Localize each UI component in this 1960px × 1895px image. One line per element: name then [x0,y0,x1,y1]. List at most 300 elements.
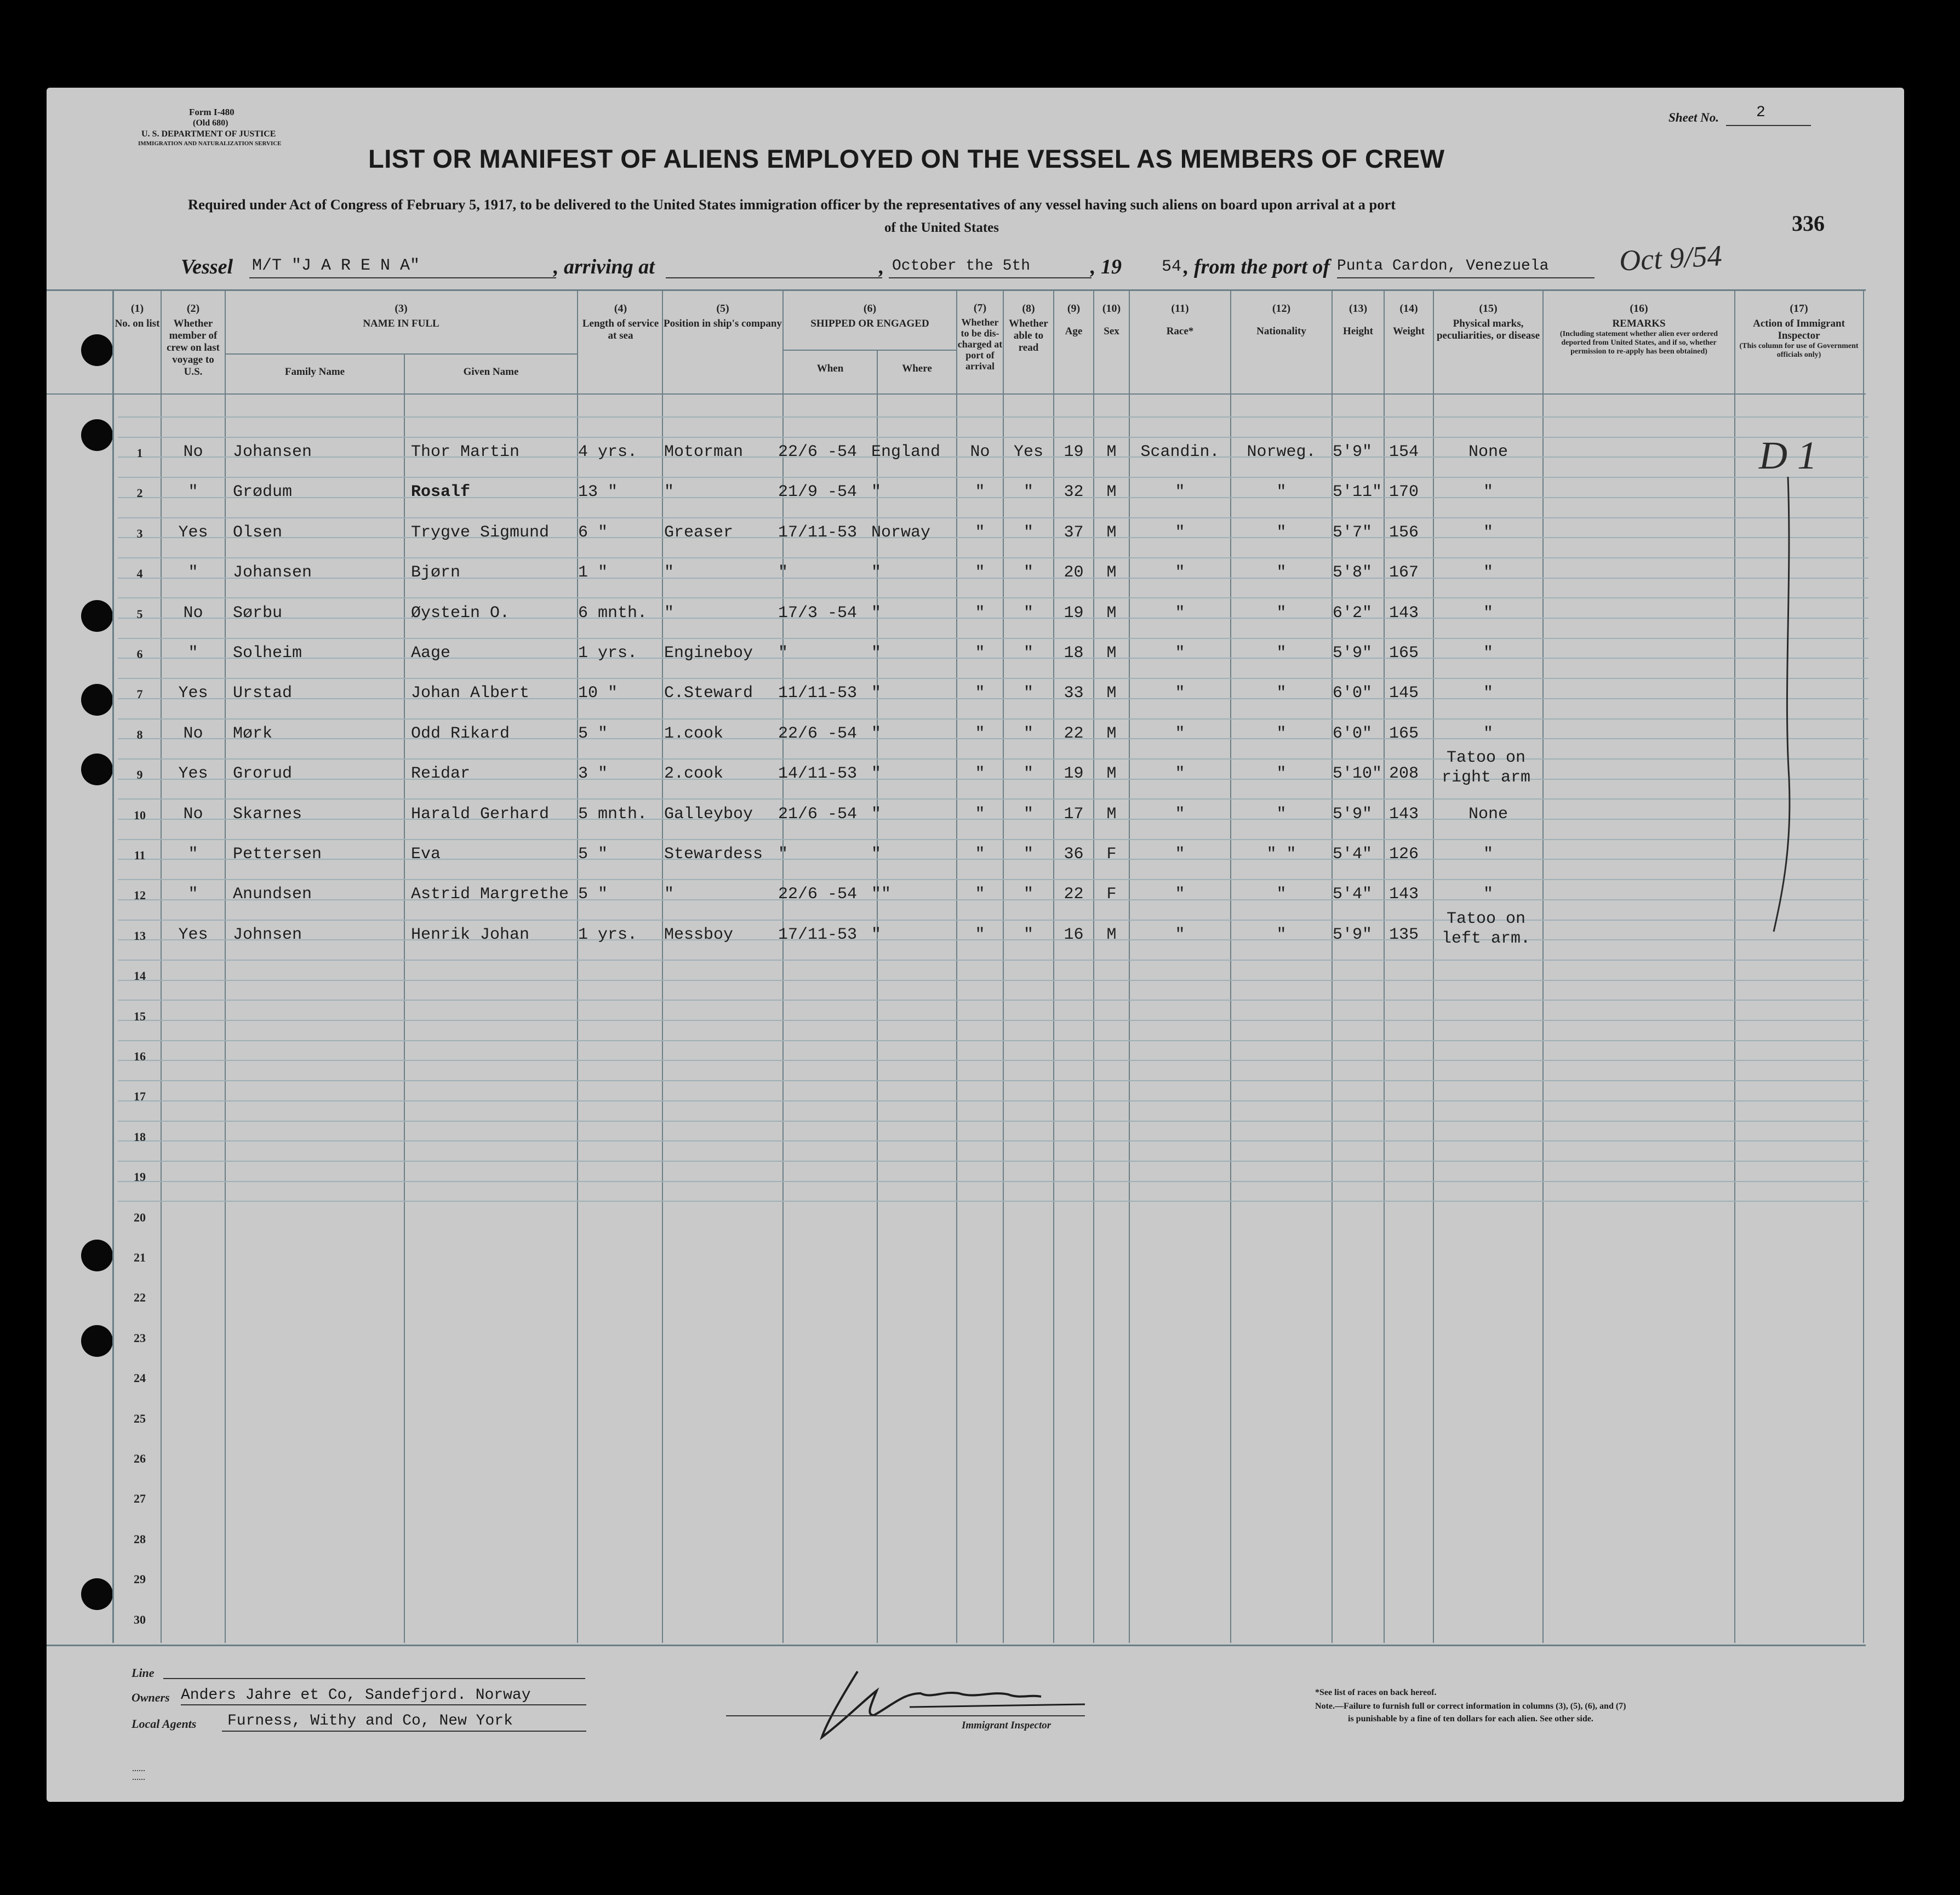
cell-age: 22 [1064,724,1084,743]
owners-label: Owners [132,1691,170,1704]
column-rule [877,351,878,1643]
cell-sex: M [1106,804,1117,824]
row-number: 7 [136,687,143,701]
col-header-discharged: (7) Whether to be dis-charged at port of arrival [957,302,1003,372]
cell-read: " [1023,724,1033,743]
cell-given: Eva [411,845,441,864]
row-number: 25 [134,1411,146,1425]
cell-height: 5'7" [1333,523,1373,542]
cell-read: " [1023,764,1033,784]
local-agents-value: Furness, Withy and Co, New York [227,1713,513,1730]
cell-height: 5'9" [1333,644,1373,663]
column-rule [1384,290,1385,1643]
row-number: 17 [134,1089,146,1104]
cell-service: 5 mnth. [578,804,648,824]
cell-marks: " [1483,845,1493,864]
cell-height: 5'4" [1333,885,1373,904]
column-rule [225,290,226,1643]
cell-read: " [1023,563,1033,583]
line-rule [163,1678,585,1679]
cell-race: " [1175,885,1185,904]
cell-nat: " [1276,603,1287,623]
races-note: *See list of races on back hereof. [1315,1688,1437,1697]
row-number: 4 [136,567,143,581]
page-number: 336 [1792,211,1825,236]
cell-height: 6'2" [1333,603,1373,623]
arrival-year: 54 [1162,258,1182,276]
ruled-line [118,980,1868,981]
col-header-read: (8) Whether able to read [1009,302,1048,353]
cell-race: " [1175,684,1185,703]
cell-last: Yes [178,523,208,542]
ruled-line [118,678,1868,679]
col-header-given-name: Given Name [463,366,519,378]
ruled-line [118,718,1868,720]
form-number: Form I-480 [189,107,235,117]
cell-when: 14/11-53 [778,764,858,784]
owners-value: Anders Jahre et Co, Sandefjord. Norway [181,1687,531,1704]
cell-age: 19 [1064,764,1084,784]
line-label: Line [132,1666,155,1680]
cell-disch: " [975,925,985,944]
cell-given: Rosalf [411,483,471,502]
cell-position: Messboy [664,925,734,944]
cell-read: " [1023,804,1033,824]
cell-last: " [188,885,198,904]
row-number: 27 [134,1492,146,1506]
row-number: 24 [134,1371,146,1385]
cell-weight: 135 [1389,925,1419,944]
cell-sex: F [1106,885,1117,904]
cell-family: Johansen [233,563,312,583]
row-number: 21 [134,1251,146,1264]
row-number: 28 [134,1532,146,1546]
cell-when: 22/6 -54 [778,724,858,743]
col-header-physical-marks: (15) Physical marks, peculiarities, or disease [1436,302,1540,341]
departure-port-line [1337,277,1595,278]
col-header-sex: (10) Sex [1102,302,1121,337]
cell-service: 4 yrs. [578,443,638,461]
cell-sex: M [1106,724,1117,743]
cell-height: 5'10" [1333,764,1382,784]
cell-family: Urstad [233,684,293,703]
row-number: 9 [136,768,143,782]
col-header-height: (13) Height [1343,302,1373,337]
cell-nat: " [1276,804,1287,824]
cell-position: Stewardess [664,845,763,864]
cell-family: Grorud [233,764,293,784]
cell-nat: " [1276,483,1287,502]
arrival-date-line [889,277,1092,278]
cell-position: Greaser [664,523,734,542]
cell-disch: " [975,885,985,904]
ruled-line [118,1201,1868,1202]
cell-given: Aage [411,644,451,663]
shipped-subheader-rule [782,350,956,351]
col-header-where: Where [902,363,932,374]
column-rule [662,290,663,1643]
cell-read: " [1023,644,1033,663]
form-old-number: (Old 680) [193,118,228,128]
row-number: 2 [136,486,143,500]
cell-weight: 143 [1389,804,1419,824]
cell-last: Yes [178,925,208,944]
owners-rule [181,1704,586,1705]
ruled-line [118,1161,1868,1162]
vessel-label: Vessel [181,255,233,278]
row-number: 30 [134,1612,146,1626]
cell-family: Pettersen [233,845,322,864]
cell-disch: " [975,804,985,824]
col-header-last-voyage: (2) Whether member of crew on last voyage to U.S. [167,302,220,378]
cell-position: " [664,885,675,904]
cell-family: Skarnes [233,804,302,824]
cell-race: " [1175,925,1185,944]
cell-height: 5'9" [1333,443,1373,461]
cell-position: 2.cook [664,764,724,784]
cell-last: " [188,563,198,583]
row-number: 5 [136,607,143,621]
row-number: 26 [134,1452,146,1465]
cell-nat: " [1276,925,1287,944]
col-header-position: (5) Position in ship's company [664,302,782,329]
ruled-line [118,920,1868,921]
cell-where: " [871,644,882,663]
row-number: 13 [134,928,146,943]
ruled-line [118,557,1868,558]
cell-position: 1.cook [664,724,724,743]
cell-given: Øystein O. [411,603,510,623]
cell-service: 3 " [578,764,608,784]
cell-last: No [183,443,203,461]
cell-when: 22/6 -54 [778,885,858,904]
cell-disch: " [975,764,985,784]
ruled-line [118,437,1868,438]
cell-marks: " [1483,885,1493,904]
cell-height: 5'8" [1333,563,1373,583]
col-header-nationality: (12) Nationality [1256,302,1306,337]
cell-age: 17 [1064,804,1084,824]
ruled-line [118,1100,1868,1101]
row-number: 18 [134,1129,146,1144]
cell-weight: 156 [1389,523,1419,542]
cell-read: " [1023,885,1033,904]
row-number: 15 [134,1009,146,1023]
cell-disch: " [975,724,985,743]
cell-family: Sørbu [233,603,283,623]
col-header-remarks: (16) REMARKS (Including statement whether alien ever ordered deported from United States, and if so, whether permission to re-apply has been obtained) [1559,302,1718,356]
cell-marks: " [1483,684,1493,703]
handwritten-date-stamp: Oct 9/54 [1618,239,1723,277]
cell-sex: M [1106,603,1117,623]
ruled-line [118,960,1868,961]
row-number: 14 [134,969,146,983]
cell-when: 21/6 -54 [778,804,858,824]
cell-when: " [778,845,788,864]
cell-read: Yes [1013,443,1043,461]
cell-last: No [183,804,203,824]
cell-disch: " [975,684,985,703]
row-number: 8 [136,727,143,741]
cell-race: " [1175,764,1185,784]
cell-nat: " [1276,523,1287,542]
ruled-line [118,477,1868,478]
cell-height: 5'4" [1333,845,1373,864]
cell-weight: 170 [1389,483,1419,502]
department-name: U. S. DEPARTMENT OF JUSTICE [141,129,276,139]
cell-weight: 143 [1389,603,1419,623]
cell-sex: M [1106,684,1117,703]
date-comma: , [879,255,884,278]
sheet-number: 2 [1756,104,1765,121]
cell-sex: M [1106,925,1117,944]
cell-last: No [183,724,203,743]
immigrant-inspector-label: Immigrant Inspector [962,1720,1052,1731]
cell-height: 6'0" [1333,684,1373,703]
cell-where: " [871,925,882,944]
cell-given: Trygve Sigmund [411,523,550,542]
cell-marks: " [1483,483,1493,502]
cell-sex: M [1106,483,1117,502]
cell-position: Engineboy [664,644,753,663]
arrival-date: October the 5th [892,258,1031,275]
cell-age: 32 [1064,483,1084,502]
cell-disch: " [975,845,985,864]
ruled-line [118,1040,1868,1041]
cell-marks: " [1483,563,1493,583]
col-header-family-name: Family Name [284,366,345,378]
cell-age: 22 [1064,885,1084,904]
ruled-line [118,1020,1868,1021]
col-header-when: When [816,363,844,374]
cell-where: "" [871,885,892,904]
row-number: 20 [134,1210,146,1224]
cell-age: 19 [1064,443,1084,461]
cell-when: " [778,644,788,663]
cell-age: 20 [1064,563,1084,583]
cell-marks: Tatoo on right arm [1441,749,1531,787]
vessel-name: M/T "J A R E N A" [252,256,420,275]
row-number: 1 [136,446,143,460]
cell-given: Odd Rikard [411,724,510,743]
cell-read: " [1023,603,1033,623]
arrival-port-line [666,277,882,278]
subtitle-line-2: of the United States [884,220,999,235]
ruled-line [118,1140,1868,1141]
year-label: , 19 [1090,255,1122,278]
cell-service: 6 mnth. [578,603,648,623]
cell-where: " [871,684,882,703]
ruled-line [118,839,1868,840]
cell-position: Galleyboy [664,804,753,824]
departure-port: Punta Cardon, Venezuela [1337,258,1549,275]
ruled-line [118,1181,1868,1182]
cell-where: " [871,724,882,743]
cell-when: 17/3 -54 [778,603,858,623]
cell-age: 18 [1064,644,1084,663]
cell-age: 33 [1064,684,1084,703]
row-number: 10 [134,808,146,822]
penalty-note-1: Note.—Failure to furnish full or correct information in columns (3), (5), (6), and (7) [1315,1702,1626,1711]
cell-race: " [1175,644,1185,663]
cell-where: " [871,764,882,784]
column-rule [112,290,114,1643]
cell-sex: M [1106,443,1117,461]
cell-weight: 167 [1389,563,1419,583]
cell-read: " [1023,684,1033,703]
cell-race: " [1175,563,1185,583]
local-agents-label: Local Agents [132,1717,197,1731]
cell-marks: " [1483,603,1493,623]
cell-nat: " [1276,644,1287,663]
ruled-line [118,1000,1868,1001]
cell-nat: " [1276,724,1287,743]
sheet-number-label: Sheet No. [1668,111,1719,124]
cell-disch: " [975,563,985,583]
cell-marks: None [1468,804,1508,824]
row-number: 11 [134,848,146,862]
penalty-note-2: is punishable by a fine of ten dollars for each alien. See other side. [1348,1714,1593,1723]
cell-disch: No [970,443,990,461]
row-number: 22 [134,1291,146,1305]
row-number: 12 [134,888,146,903]
cell-weight: 154 [1389,443,1419,461]
cell-given: Astrid Margrethe [411,885,569,904]
ruled-line [118,597,1868,598]
ruled-line [118,1080,1868,1081]
cell-where: " [871,845,882,864]
cell-nat: " [1276,885,1287,904]
ruled-line [118,638,1868,639]
column-rule [404,353,405,1643]
cell-disch: " [975,483,985,502]
cell-age: 16 [1064,925,1084,944]
cell-position: " [664,483,675,502]
cell-family: Anundsen [233,885,312,904]
cell-when: 22/6 -54 [778,443,858,461]
cell-height: 5'11" [1333,483,1382,502]
ruled-line [118,758,1868,760]
cell-service: 1 yrs. [578,925,638,944]
inspector-bracket-line [1767,471,1800,937]
cell-age: 37 [1064,523,1084,542]
col-header-race: (11) Race* [1166,302,1194,337]
cell-race: " [1175,523,1185,542]
cell-nat: Norweg. [1247,443,1316,461]
cell-where: " [871,603,882,623]
cell-where: " [871,804,882,824]
cell-disch: " [975,644,985,663]
col-header-no: (1) No. on list [115,302,160,329]
column-rule [1734,290,1735,1643]
cell-sex: M [1106,644,1117,663]
cell-sex: F [1106,845,1117,864]
cell-position: " [664,603,675,623]
row-number: 23 [134,1331,146,1345]
cell-height: 5'9" [1333,925,1373,944]
arriving-label: , arriving at [553,255,655,278]
col-header-age: (9) Age [1065,302,1083,337]
cell-marks: " [1483,523,1493,542]
cell-disch: " [975,603,985,623]
cell-height: 6'0" [1333,724,1373,743]
col-header-inspector-action: (17) Action of Immigrant Inspector (This column for use of Government officials only) [1739,302,1859,359]
cell-given: Harald Gerhard [411,804,550,824]
inspector-signature-line [726,1715,1085,1716]
cell-where: Norway [871,523,931,542]
cell-family: Johnsen [233,925,302,944]
cell-height: 5'9" [1333,804,1373,824]
cell-race: " [1175,845,1185,864]
ruled-line [118,1121,1868,1122]
cell-family: Mørk [233,724,273,743]
cell-marks: None [1468,443,1508,461]
agents-rule [222,1731,586,1732]
cell-read: " [1023,523,1033,542]
cell-sex: M [1106,563,1117,583]
cell-when: 17/11-53 [778,523,858,542]
cell-read: " [1023,925,1033,944]
row-number: 6 [136,647,143,661]
cell-service: 13 " [578,483,618,502]
cell-sex: M [1106,523,1117,542]
cell-race: " [1175,603,1185,623]
cell-read: " [1023,483,1033,502]
cell-nat: " [1276,764,1287,784]
cell-race: Scandin. [1140,443,1220,461]
cell-family: Grødum [233,483,293,502]
cell-weight: 143 [1389,885,1419,904]
col-header-service: (4) Length of service at sea [582,302,659,341]
cell-last: " [188,483,198,502]
col-header-name: (3) NAME IN FULL [363,302,439,329]
cell-given: Thor Martin [411,443,520,461]
cell-service: 10 " [578,684,618,703]
inspector-handwritten-mark: D 1 [1759,433,1817,477]
cell-disch: " [975,523,985,542]
cell-weight: 208 [1389,764,1419,784]
cell-position: Motorman [664,443,744,461]
from-port-label: , from the port of [1184,255,1330,278]
cell-family: Olsen [233,523,283,542]
col-header-shipped: (6) SHIPPED OR ENGAGED [810,302,929,329]
cell-where: " [871,483,882,502]
cell-where: England [871,443,941,461]
cell-marks: Tatoo on left arm. [1441,909,1531,948]
cell-given: Reidar [411,764,471,784]
cell-race: " [1175,724,1185,743]
cell-service: 5 " [578,885,608,904]
cell-last: Yes [178,684,208,703]
column-rule [1863,290,1864,1643]
cell-nat: " [1276,563,1287,583]
cell-last: Yes [178,764,208,784]
cell-service: 1 " [578,563,608,583]
cell-family: Johansen [233,443,312,461]
cell-when: 21/9 -54 [778,483,858,502]
cell-given: Johan Albert [411,684,530,703]
cell-position: " [664,563,675,583]
printer-mark [133,1770,145,1780]
cell-weight: 165 [1389,724,1419,743]
vessel-name-line [249,277,556,278]
cell-weight: 165 [1389,644,1419,663]
cell-last: " [188,644,198,663]
ruled-line [118,1060,1868,1061]
cell-nat: " " [1266,845,1296,864]
row-number: 19 [134,1170,146,1184]
cell-family: Solheim [233,644,302,663]
